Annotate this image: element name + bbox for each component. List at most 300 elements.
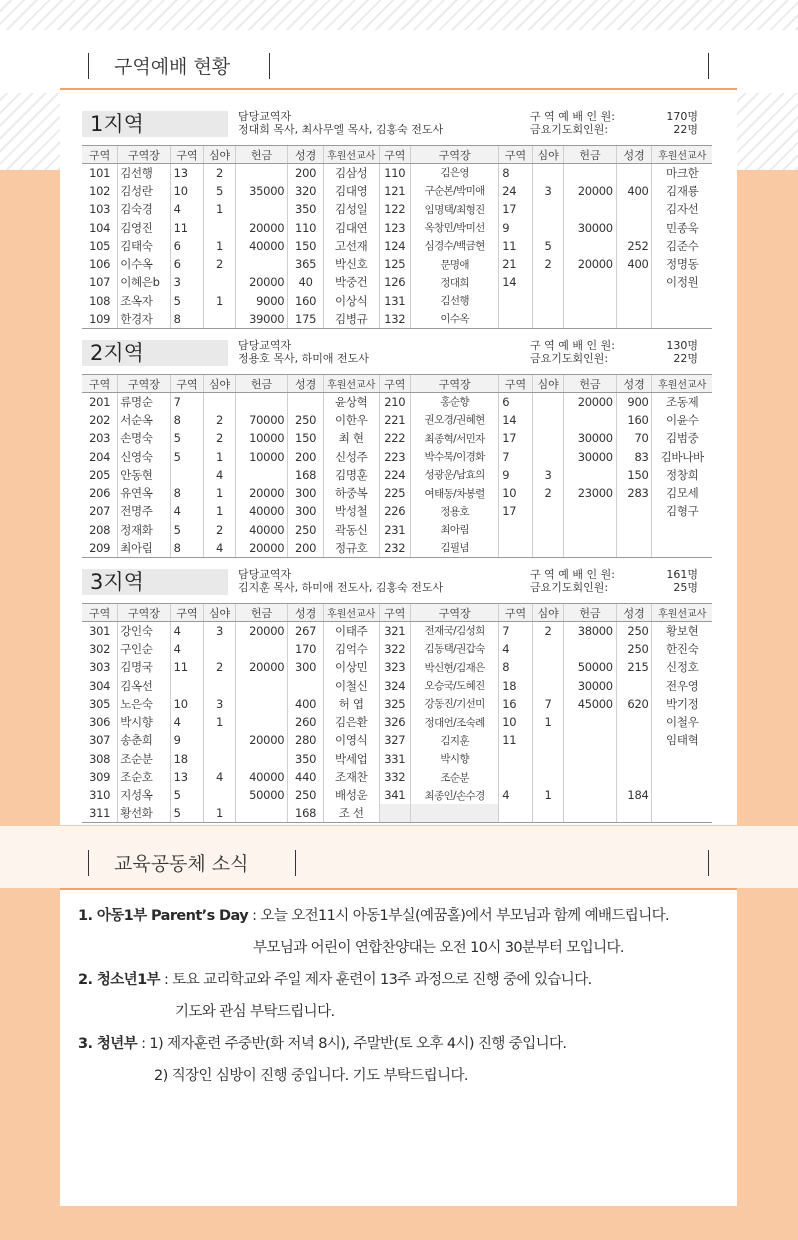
table-cell: 1 bbox=[204, 292, 235, 310]
column-header: 헌금 bbox=[235, 146, 287, 164]
table-cell: 11 bbox=[170, 658, 204, 676]
table-cell bbox=[564, 237, 616, 255]
table-cell: 124 bbox=[379, 237, 410, 255]
table-cell bbox=[532, 447, 563, 465]
table-cell: 400 bbox=[616, 255, 652, 273]
table-cell: 260 bbox=[288, 713, 324, 731]
news-item bbox=[78, 1064, 728, 1096]
table-cell bbox=[235, 200, 287, 218]
table-cell: 김바나바 bbox=[652, 447, 712, 465]
table-cell: 5 bbox=[170, 786, 204, 804]
table-cell: 250 bbox=[288, 411, 324, 429]
table-cell: 170 bbox=[288, 640, 324, 658]
table-cell: 5 bbox=[170, 521, 204, 539]
table-cell: 조옥자 bbox=[118, 292, 170, 310]
column-header: 헌금 bbox=[564, 375, 616, 393]
table-cell: 7 bbox=[499, 622, 533, 640]
table-row bbox=[82, 622, 712, 640]
table-cell: 김명훈 bbox=[323, 466, 379, 484]
table-cell bbox=[499, 292, 533, 310]
table-cell: 김숙경 bbox=[118, 200, 170, 218]
news-item bbox=[78, 968, 728, 1000]
table-cell: 1 bbox=[204, 484, 235, 502]
table-cell bbox=[616, 521, 652, 539]
column-header: 구역 bbox=[82, 375, 118, 393]
table-cell: 50000 bbox=[235, 786, 287, 804]
table-cell: 40000 bbox=[235, 502, 287, 520]
table-cell: 40000 bbox=[235, 768, 287, 786]
table-cell: 10 bbox=[170, 182, 204, 200]
table-cell: 조순분 bbox=[118, 750, 170, 768]
table-cell: 301 bbox=[89, 623, 111, 638]
column-header: 구역 bbox=[170, 146, 204, 164]
table-cell: 168 bbox=[288, 804, 324, 822]
table-row bbox=[82, 292, 712, 310]
table-cell bbox=[532, 429, 563, 447]
table-cell: 400 bbox=[616, 182, 652, 200]
table-cell: 허 엽 bbox=[323, 695, 379, 713]
table-cell: 5 bbox=[532, 237, 563, 255]
region-block bbox=[82, 95, 712, 329]
table-cell bbox=[564, 731, 616, 749]
table-cell: 여태동/차봉렬 bbox=[411, 484, 499, 502]
table-cell: 131 bbox=[379, 292, 410, 310]
table-cell: 202 bbox=[89, 412, 111, 427]
table-cell bbox=[532, 768, 563, 786]
table-cell bbox=[499, 750, 533, 768]
table-cell: 10000 bbox=[235, 429, 287, 447]
table-row bbox=[82, 640, 712, 658]
table-cell: 임명택/최형진 bbox=[411, 200, 499, 218]
table-cell: 박기정 bbox=[652, 695, 712, 713]
table-cell: 323 bbox=[379, 658, 410, 676]
table-row bbox=[82, 695, 712, 713]
table-cell: 김모세 bbox=[652, 484, 712, 502]
table-cell: 175 bbox=[288, 310, 324, 328]
table-cell: 30000 bbox=[564, 447, 616, 465]
worship-count: 130명 bbox=[666, 339, 698, 352]
table-cell: 440 bbox=[288, 768, 324, 786]
table-cell: 13 bbox=[170, 164, 204, 182]
table-cell: 20000 bbox=[564, 255, 616, 273]
news-title: 2. 청소년1부 bbox=[78, 972, 160, 988]
table-cell: 50000 bbox=[564, 658, 616, 676]
table-cell bbox=[235, 695, 287, 713]
prayer-count: 22명 bbox=[673, 123, 698, 136]
table-cell: 150 bbox=[288, 237, 324, 255]
table-cell: 9 bbox=[170, 731, 204, 749]
table-cell: 윤상혁 bbox=[323, 393, 379, 411]
table-cell: 손명숙 bbox=[118, 429, 170, 447]
table-cell: 20000 bbox=[564, 182, 616, 200]
table-cell bbox=[616, 676, 652, 694]
table-cell: 신정호 bbox=[652, 658, 712, 676]
table-cell: 250 bbox=[288, 521, 324, 539]
table-cell: 1 bbox=[532, 713, 563, 731]
column-header: 구역장 bbox=[118, 375, 170, 393]
table-cell bbox=[532, 411, 563, 429]
table-cell: 83 bbox=[616, 447, 652, 465]
table-cell: 1 bbox=[204, 447, 235, 465]
table-cell: 7 bbox=[499, 447, 533, 465]
region-table bbox=[82, 603, 712, 823]
table-row bbox=[82, 713, 712, 731]
table-cell: 김억수 bbox=[323, 640, 379, 658]
table-cell: 24 bbox=[499, 182, 533, 200]
prayer-count: 22명 bbox=[673, 352, 698, 365]
table-cell: 서순옥 bbox=[118, 411, 170, 429]
table-cell: 223 bbox=[379, 447, 410, 465]
column-header: 구역 bbox=[499, 146, 533, 164]
table-cell: 최아림 bbox=[411, 521, 499, 539]
table-cell bbox=[204, 218, 235, 236]
table-cell: 김동택/권갑숙 bbox=[411, 640, 499, 658]
table-cell: 125 bbox=[379, 255, 410, 273]
region-block bbox=[82, 553, 712, 823]
table-cell bbox=[616, 502, 652, 520]
table-cell: 문명애 bbox=[411, 255, 499, 273]
table-cell bbox=[616, 804, 652, 822]
table-cell bbox=[532, 292, 563, 310]
table-cell: 4 bbox=[170, 200, 204, 218]
table-cell: 한진숙 bbox=[652, 640, 712, 658]
table-cell: 조순호 bbox=[118, 768, 170, 786]
table-cell: 홍순향 bbox=[411, 393, 499, 411]
table-cell: 신성주 bbox=[323, 447, 379, 465]
table-cell: 최아림 bbox=[118, 539, 170, 557]
news-text: 토요 교리학교와 주일 제자 훈련이 13주 과정으로 진행 중에 있습니다. bbox=[172, 972, 592, 988]
table-row bbox=[82, 731, 712, 749]
table-row bbox=[82, 804, 712, 822]
table-cell: 300 bbox=[288, 484, 324, 502]
column-header: 구역장 bbox=[118, 604, 170, 622]
table-cell: 10000 bbox=[235, 447, 287, 465]
table-cell: 1 bbox=[204, 804, 235, 822]
table-cell: 박신현/김재은 bbox=[411, 658, 499, 676]
table-cell: 320 bbox=[288, 182, 324, 200]
table-cell: 정대희 bbox=[411, 273, 499, 291]
table-cell: 지성옥 bbox=[118, 786, 170, 804]
table-cell: 정재화 bbox=[118, 521, 170, 539]
table-cell: 322 bbox=[379, 640, 410, 658]
table-cell bbox=[235, 804, 287, 822]
table-cell: 8 bbox=[170, 310, 204, 328]
news-text: 기도와 관심 부탁드립니다. bbox=[175, 1004, 335, 1020]
table-cell: 정규호 bbox=[323, 539, 379, 557]
table-cell: 341 bbox=[379, 786, 410, 804]
worship-section-title: 구역예배 현황 bbox=[114, 56, 231, 78]
table-cell: 20000 bbox=[235, 273, 287, 291]
column-header: 심야 bbox=[204, 375, 235, 393]
column-header: 구역 bbox=[170, 375, 204, 393]
prayer-count-label: 금요기도회인원: bbox=[530, 352, 609, 365]
worship-count: 170명 bbox=[666, 110, 698, 123]
table-cell: 304 bbox=[89, 678, 111, 693]
table-cell bbox=[652, 292, 712, 310]
table-cell: 222 bbox=[379, 429, 410, 447]
table-cell: 109 bbox=[82, 310, 118, 328]
table-cell bbox=[616, 164, 652, 182]
table-cell: 오승국/도혜진 bbox=[411, 676, 499, 694]
news-item bbox=[78, 1000, 728, 1032]
table-cell: 303 bbox=[89, 660, 111, 675]
table-cell: 신영숙 bbox=[118, 447, 170, 465]
column-header: 구역장 bbox=[411, 604, 499, 622]
table-cell bbox=[235, 640, 287, 658]
table-cell: 250 bbox=[616, 622, 652, 640]
table-cell: 350 bbox=[288, 200, 324, 218]
table-cell bbox=[499, 804, 533, 822]
table-cell: 4 bbox=[170, 622, 204, 640]
table-row bbox=[82, 429, 712, 447]
table-cell bbox=[652, 521, 712, 539]
table-cell: 30000 bbox=[564, 429, 616, 447]
title-bar-left-2 bbox=[88, 850, 89, 876]
table-cell bbox=[204, 731, 235, 749]
table-cell bbox=[235, 713, 287, 731]
table-cell bbox=[616, 200, 652, 218]
column-header: 성경 bbox=[288, 604, 324, 622]
table-row bbox=[82, 676, 712, 694]
region-block bbox=[82, 324, 712, 558]
news-separator: : bbox=[137, 1036, 150, 1052]
table-cell bbox=[564, 768, 616, 786]
table-cell: 132 bbox=[379, 310, 410, 328]
table-cell: 4 bbox=[170, 713, 204, 731]
table-cell: 4 bbox=[204, 768, 235, 786]
table-cell: 17 bbox=[499, 429, 533, 447]
table-cell bbox=[532, 658, 563, 676]
table-cell: 류명순 bbox=[118, 393, 170, 411]
table-cell bbox=[616, 713, 652, 731]
table-cell: 정창희 bbox=[652, 466, 712, 484]
table-cell: 325 bbox=[379, 695, 410, 713]
table-cell bbox=[564, 502, 616, 520]
table-cell: 900 bbox=[616, 393, 652, 411]
table-row bbox=[82, 466, 712, 484]
table-cell: 8 bbox=[499, 658, 533, 676]
news-card bbox=[60, 888, 737, 1206]
table-cell: 106 bbox=[89, 257, 111, 272]
column-header: 성경 bbox=[616, 604, 652, 622]
table-cell: 126 bbox=[379, 273, 410, 291]
leader-names: 정용호 목사, 하미애 전도사 bbox=[238, 352, 369, 365]
table-row bbox=[82, 200, 712, 218]
title-bar-mid-2 bbox=[295, 850, 296, 876]
column-header: 후원선교사 bbox=[323, 146, 379, 164]
table-header-row bbox=[82, 375, 712, 393]
table-cell: 3 bbox=[532, 466, 563, 484]
title-bar-right bbox=[708, 53, 709, 79]
table-cell bbox=[235, 466, 287, 484]
table-cell: 김선행 bbox=[411, 292, 499, 310]
region-header bbox=[82, 95, 712, 145]
table-cell: 조재찬 bbox=[323, 768, 379, 786]
table-cell: 곽동신 bbox=[323, 521, 379, 539]
table-cell: 전우영 bbox=[652, 676, 712, 694]
table-cell: 18 bbox=[170, 750, 204, 768]
column-header: 심야 bbox=[532, 604, 563, 622]
table-cell: 박신호 bbox=[323, 255, 379, 273]
table-cell: 황선화 bbox=[118, 804, 170, 822]
table-cell bbox=[564, 164, 616, 182]
table-cell: 1 bbox=[204, 713, 235, 731]
table-cell bbox=[532, 502, 563, 520]
worship-card bbox=[60, 88, 737, 825]
table-cell: 123 bbox=[379, 218, 410, 236]
title-bar-mid bbox=[269, 53, 270, 79]
column-header: 후원선교사 bbox=[323, 604, 379, 622]
table-cell: 7 bbox=[532, 695, 563, 713]
table-cell bbox=[564, 200, 616, 218]
table-cell: 2 bbox=[204, 521, 235, 539]
prayer-count-label: 금요기도회인원: bbox=[530, 581, 609, 594]
table-cell: 308 bbox=[89, 751, 111, 766]
table-cell: 39000 bbox=[235, 310, 287, 328]
table-cell bbox=[564, 640, 616, 658]
table-cell: 5 bbox=[170, 447, 204, 465]
table-cell: 40000 bbox=[235, 237, 287, 255]
table-cell: 309 bbox=[89, 770, 111, 785]
table-cell: 9 bbox=[499, 466, 533, 484]
table-cell: 고선재 bbox=[323, 237, 379, 255]
table-cell: 이수옥 bbox=[411, 310, 499, 328]
column-header: 성경 bbox=[288, 146, 324, 164]
column-header: 심야 bbox=[532, 146, 563, 164]
column-header: 구역장 bbox=[411, 146, 499, 164]
table-cell: 최 현 bbox=[323, 429, 379, 447]
table-cell: 이상민 bbox=[323, 658, 379, 676]
table-cell: 200 bbox=[288, 539, 324, 557]
table-cell: 20000 bbox=[235, 484, 287, 502]
leader-names: 정대희 목사, 최사무엘 목사, 김홍숙 전도사 bbox=[238, 123, 444, 136]
table-cell: 102 bbox=[89, 183, 111, 198]
news-text: 2) 직장인 심방이 진행 중입니다. 기도 부탁드립니다. bbox=[154, 1068, 468, 1084]
table-cell: 210 bbox=[379, 393, 410, 411]
column-header: 후원선교사 bbox=[652, 604, 712, 622]
table-cell: 30000 bbox=[564, 676, 616, 694]
table-cell: 14 bbox=[499, 411, 533, 429]
news-text: 1) 제자훈련 주중반(화 저녁 8시), 주말반(토 오후 4시) 진행 중입니다. bbox=[149, 1036, 567, 1052]
table-cell: 35000 bbox=[235, 182, 287, 200]
table-cell: 207 bbox=[89, 504, 111, 519]
table-cell: 이정원 bbox=[652, 273, 712, 291]
table-cell: 민종욱 bbox=[652, 218, 712, 236]
table-cell bbox=[204, 640, 235, 658]
region-name: 1지역 bbox=[82, 111, 228, 137]
table-cell: 23000 bbox=[564, 484, 616, 502]
table-cell: 10 bbox=[499, 713, 533, 731]
table-cell bbox=[532, 393, 563, 411]
column-header: 헌금 bbox=[564, 604, 616, 622]
table-cell: 20000 bbox=[235, 218, 287, 236]
table-cell: 11 bbox=[499, 731, 533, 749]
table-cell: 김태숙 bbox=[118, 237, 170, 255]
table-cell: 이한우 bbox=[323, 411, 379, 429]
table-cell: 구순본/박미애 bbox=[411, 182, 499, 200]
table-cell bbox=[532, 731, 563, 749]
column-header: 성경 bbox=[288, 375, 324, 393]
table-cell: 302 bbox=[89, 641, 111, 656]
table-cell: 4 bbox=[204, 466, 235, 484]
table-cell: 배성운 bbox=[323, 786, 379, 804]
table-cell: 280 bbox=[288, 731, 324, 749]
table-cell: 조동제 bbox=[652, 393, 712, 411]
table-cell: 205 bbox=[89, 467, 111, 482]
table-cell: 20000 bbox=[235, 658, 287, 676]
table-cell bbox=[235, 393, 287, 411]
table-cell bbox=[652, 768, 712, 786]
table-cell: 103 bbox=[89, 202, 111, 217]
table-cell bbox=[652, 750, 712, 768]
table-cell: 3 bbox=[204, 695, 235, 713]
table-cell: 252 bbox=[616, 237, 652, 255]
table-cell bbox=[379, 804, 410, 822]
table-cell bbox=[204, 393, 235, 411]
column-header: 구역장 bbox=[411, 375, 499, 393]
table-row bbox=[82, 273, 712, 291]
table-cell bbox=[564, 750, 616, 768]
column-header: 구역 bbox=[379, 604, 410, 622]
table-cell: 150 bbox=[616, 466, 652, 484]
table-cell: 김삼성 bbox=[323, 164, 379, 182]
table-cell: 310 bbox=[89, 788, 111, 803]
table-cell bbox=[564, 292, 616, 310]
table-cell: 110 bbox=[288, 218, 324, 236]
table-cell bbox=[616, 768, 652, 786]
table-cell bbox=[564, 466, 616, 484]
table-cell bbox=[564, 804, 616, 822]
table-cell: 2 bbox=[204, 164, 235, 182]
table-cell: 황보현 bbox=[652, 622, 712, 640]
table-cell bbox=[235, 676, 287, 694]
table-cell: 16 bbox=[499, 695, 533, 713]
table-cell bbox=[532, 200, 563, 218]
column-header: 후원선교사 bbox=[652, 375, 712, 393]
table-cell: 김은영 bbox=[411, 164, 499, 182]
table-cell bbox=[532, 164, 563, 182]
leader-label: 담당교역자 bbox=[238, 568, 292, 581]
table-cell: 10 bbox=[170, 695, 204, 713]
table-cell: 안동현 bbox=[118, 466, 170, 484]
worship-count-label: 구 역 예 배 인 원: bbox=[530, 339, 615, 352]
news-text: 오늘 오전11시 아동1부실(예꿈홀)에서 부모님과 함께 예배드립니다. bbox=[260, 908, 670, 924]
table-cell bbox=[532, 676, 563, 694]
title-bar-left bbox=[88, 53, 89, 79]
table-cell: 7 bbox=[170, 393, 204, 411]
table-row bbox=[82, 658, 712, 676]
table-cell: 1 bbox=[204, 502, 235, 520]
table-cell bbox=[532, 804, 563, 822]
table-cell: 1 bbox=[532, 786, 563, 804]
table-cell: 20000 bbox=[235, 539, 287, 557]
table-cell bbox=[616, 218, 652, 236]
table-cell: 김지훈 bbox=[411, 731, 499, 749]
table-cell: 110 bbox=[379, 164, 410, 182]
table-cell: 정용호 bbox=[411, 502, 499, 520]
table-cell: 노은숙 bbox=[118, 695, 170, 713]
table-cell bbox=[532, 273, 563, 291]
table-cell: 전재국/김성희 bbox=[411, 622, 499, 640]
table-row bbox=[82, 484, 712, 502]
table-cell: 250 bbox=[616, 640, 652, 658]
table-cell bbox=[499, 521, 533, 539]
table-cell: 2 bbox=[532, 255, 563, 273]
table-cell: 2 bbox=[204, 255, 235, 273]
table-cell: 마크한 bbox=[652, 164, 712, 182]
table-cell bbox=[235, 750, 287, 768]
table-cell: 331 bbox=[379, 750, 410, 768]
